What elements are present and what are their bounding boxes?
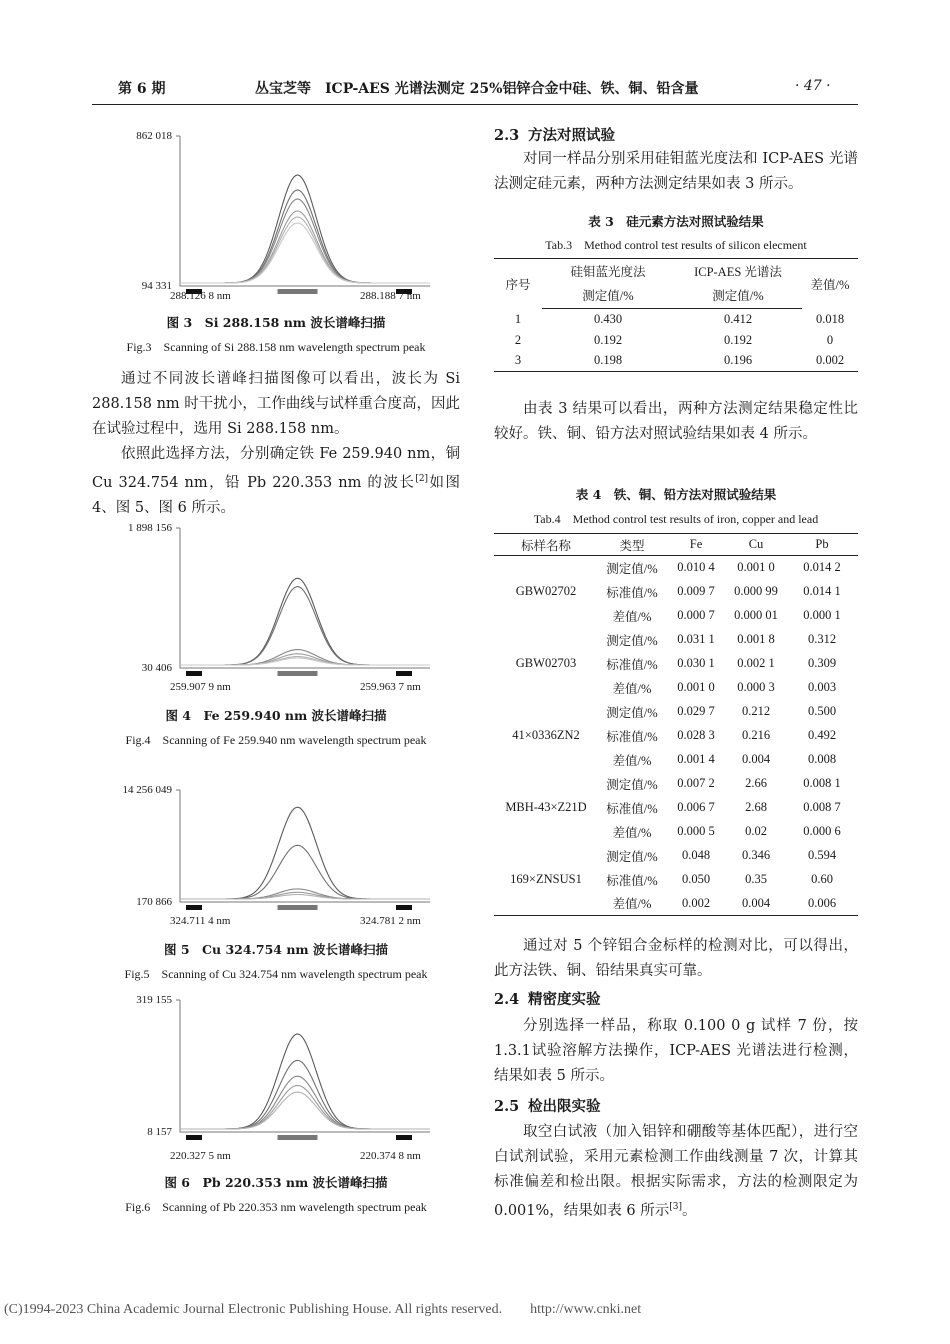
table-row bbox=[494, 309, 858, 330]
section-2-4-heading: 2.4 精密度实验 bbox=[494, 991, 601, 1008]
t3-header-icp: ICP-AES 光谱法 bbox=[694, 264, 782, 279]
peak-window-marker bbox=[278, 1135, 318, 1140]
table-cell: 0.001 8 bbox=[737, 632, 775, 646]
table-cell: 标准值/% bbox=[606, 729, 658, 744]
table-row bbox=[494, 556, 858, 580]
background-point-marker bbox=[396, 1135, 412, 1140]
background-point-marker bbox=[186, 1135, 202, 1140]
spectrum-curve bbox=[180, 1092, 430, 1129]
table-cell: 0.006 bbox=[807, 895, 837, 910]
x-axis-right-label: 324.781 2 nm bbox=[360, 915, 421, 927]
y-axis-top-label: 1 898 156 bbox=[128, 522, 172, 534]
sample-name-cell: 169×ZNSUS1 bbox=[510, 871, 582, 886]
table-header-cell: 标样名称 bbox=[494, 534, 598, 556]
table-cell: 0.009 7 bbox=[677, 584, 715, 598]
plot-axes bbox=[180, 528, 430, 668]
table-cell: 0.031 1 bbox=[677, 632, 715, 646]
table-cell: 0.594 bbox=[807, 848, 837, 862]
table-cell: 0.001 0 bbox=[677, 680, 715, 694]
spectrum-curve bbox=[180, 175, 430, 283]
table-cell: 测定值/% bbox=[606, 849, 658, 864]
spectrum-curve bbox=[180, 658, 430, 665]
table-cell: 0.028 3 bbox=[677, 728, 715, 742]
table-row bbox=[494, 330, 858, 351]
table-cell: 标准值/% bbox=[606, 873, 658, 888]
table-row bbox=[494, 628, 858, 652]
table-cell: 0.192 bbox=[723, 332, 753, 347]
table-cell: 0.309 bbox=[807, 656, 837, 670]
table-header-cell: 类型 bbox=[598, 534, 666, 556]
table-cell: 3 bbox=[514, 353, 522, 368]
table-cell: 0.006 7 bbox=[677, 800, 715, 814]
table-4 bbox=[494, 533, 858, 916]
spectrum-curve bbox=[180, 1034, 430, 1129]
y-axis-bottom-label: 8 157 bbox=[147, 1126, 172, 1138]
table-cell: 0 bbox=[826, 332, 834, 347]
t3-header-index: 序号 bbox=[505, 277, 531, 292]
table-cell: 0.198 bbox=[593, 353, 623, 368]
table-cell: 0.010 4 bbox=[677, 560, 715, 575]
section-2-4-text: 分别选择一样品，称取 0.100 0 g 试样 7 份，按 1.3.1试验溶解方法操作，ICP-AES 光谱法进行检测，结果如表 5 所示。 bbox=[494, 1018, 858, 1084]
table-cell: 0.008 1 bbox=[803, 776, 841, 790]
spectrum-curve bbox=[180, 223, 430, 283]
table-cell: 0.492 bbox=[807, 728, 837, 742]
section-2-5-heading: 2.5 检出限实验 bbox=[494, 1098, 601, 1115]
table-cell: 0.001 0 bbox=[737, 560, 775, 575]
x-axis-right-label: 259.963 7 nm bbox=[360, 681, 421, 693]
table-cell: 测定值/% bbox=[606, 561, 658, 576]
table-cell: 0.004 bbox=[741, 752, 771, 766]
y-axis-bottom-label: 94 331 bbox=[141, 280, 172, 292]
table-cell: 2.66 bbox=[745, 776, 767, 790]
table-cell: 0.002 1 bbox=[737, 656, 775, 670]
table-cell: 1 bbox=[514, 311, 522, 326]
table-cell: 0.050 bbox=[681, 872, 711, 886]
t3-header-sib: 硅钼蓝光度法 bbox=[570, 264, 646, 279]
table3-caption-en: Tab.3 Method control test results of silicon elecment bbox=[545, 238, 807, 252]
table-cell: 0.35 bbox=[745, 872, 767, 886]
spectrum-curve bbox=[180, 578, 430, 665]
figure-caption-en: Fig.4 Scanning of Fe 259.940 nm wavelength spectrum peak bbox=[125, 733, 427, 747]
after-table3-text: 由表 3 结果可以看出，两种方法测定结果稳定性比较好。铁、铜、铅方法对照试验结果如表 4 所示。 bbox=[494, 401, 858, 442]
table3-caption-cn: 表 3 硅元素方法对照试验结果 bbox=[588, 214, 764, 229]
table-cell: 0.000 1 bbox=[803, 608, 841, 622]
table-cell: 0.500 bbox=[807, 704, 837, 718]
table-cell: 0.030 1 bbox=[677, 656, 715, 670]
table-cell: 0.000 5 bbox=[677, 824, 715, 838]
sample-name-cell: 41×0336ZN2 bbox=[512, 728, 580, 742]
sample-name-cell: GBW02703 bbox=[515, 656, 577, 670]
table-cell: 0.018 bbox=[815, 311, 845, 326]
table-cell: 0.212 bbox=[741, 704, 771, 718]
peak-window-marker bbox=[278, 671, 318, 676]
y-axis-top-label: 14 256 049 bbox=[122, 784, 172, 796]
table-cell: 0.412 bbox=[723, 311, 753, 326]
spectrum-curve bbox=[180, 587, 430, 665]
spectrum-curve bbox=[180, 654, 430, 665]
y-axis-top-label: 319 155 bbox=[136, 994, 172, 1006]
figure-caption-cn: 图 5 Cu 324.754 nm 波长谱峰扫描 bbox=[164, 942, 388, 957]
table-cell: 0.000 6 bbox=[803, 824, 841, 838]
table-header-cell: Cu bbox=[726, 534, 786, 556]
table-cell: 0.002 bbox=[681, 895, 711, 910]
table-cell: 0.216 bbox=[741, 728, 771, 742]
sample-name-cell: GBW02702 bbox=[515, 584, 577, 599]
left-paragraph-2: 依照此选择方法，分别确定铁 Fe 259.940 nm，铜 Cu 324.754 nm，铅 Pb 220.353 nm 的波长[2]如图 4、图 5、图 6 所示。 bbox=[92, 446, 460, 516]
t3-header-diff: 差值/% bbox=[810, 277, 850, 292]
spectrum-curve bbox=[180, 807, 430, 899]
x-axis-right-label: 288.188 7 nm bbox=[360, 290, 421, 302]
table-cell: 0.430 bbox=[593, 311, 623, 326]
spectrum-curve bbox=[180, 190, 430, 283]
copyright-footer: (C)1994-2023 China Academic Journal Electronic Publishing House. All rights reserved. http://www.cnki.net bbox=[4, 1302, 642, 1317]
spectrum-plot bbox=[180, 528, 450, 680]
table-cell: 差值/% bbox=[612, 753, 652, 768]
spectrum-curve bbox=[180, 1086, 430, 1130]
table-cell: 0.029 7 bbox=[677, 704, 715, 718]
table-cell: 0.000 01 bbox=[734, 608, 778, 622]
x-axis-left-label: 259.907 9 nm bbox=[170, 681, 231, 693]
table-row bbox=[494, 772, 858, 796]
table-cell: 标准值/% bbox=[606, 801, 658, 816]
table-3 bbox=[494, 258, 858, 372]
table-cell: 0.008 bbox=[807, 752, 837, 766]
table-row bbox=[494, 351, 858, 372]
spectrum-curve bbox=[180, 895, 430, 900]
spectrum-plot bbox=[180, 136, 450, 298]
page-number: · 47 · bbox=[795, 78, 831, 94]
table-cell: 0.004 bbox=[741, 895, 771, 910]
sample-name-cell: MBH-43×Z21D bbox=[505, 800, 587, 814]
spectrum-curve bbox=[180, 845, 430, 899]
table-cell: 0.60 bbox=[811, 872, 833, 886]
table-cell: 标准值/% bbox=[606, 657, 658, 672]
table-header-cell: Fe bbox=[666, 534, 726, 556]
x-axis-left-label: 220.327 5 nm bbox=[170, 1150, 231, 1162]
figure-caption-cn: 图 6 Pb 220.353 nm 波长谱峰扫描 bbox=[164, 1175, 388, 1190]
background-point-marker bbox=[186, 671, 202, 676]
x-axis-right-label: 220.374 8 nm bbox=[360, 1150, 421, 1162]
table-cell: 差值/% bbox=[612, 609, 652, 624]
x-axis-left-label: 288.126 8 nm bbox=[170, 290, 231, 302]
peak-window-marker bbox=[278, 905, 318, 910]
running-title: 丛宝芝等 ICP-AES 光谱法测定 25%铝锌合金中硅、铁、铜、铅含量 bbox=[255, 81, 699, 97]
table-cell: 0.196 bbox=[723, 353, 753, 368]
spectrum-curve bbox=[180, 199, 430, 283]
plot-axes bbox=[180, 790, 430, 902]
spectrum-plot bbox=[180, 790, 450, 914]
table-row bbox=[494, 700, 858, 724]
table-cell: 0.346 bbox=[741, 848, 771, 862]
spectrum-curve bbox=[180, 657, 430, 665]
table-cell: 0.007 2 bbox=[677, 776, 715, 790]
table-cell: 测定值/% bbox=[606, 705, 658, 720]
table-cell: 0.001 4 bbox=[677, 752, 715, 766]
spectrum-curve bbox=[180, 1076, 430, 1129]
table4-caption-cn: 表 4 铁、铜、铅方法对照试验结果 bbox=[575, 487, 777, 502]
t3-header-sib-unit: 测定值/% bbox=[542, 283, 674, 309]
section-2-3-text: 对同一样品分别采用硅钼蓝光度法和 ICP-AES 光谱法测定硅元素，两种方法测定结果如表 3 所示。 bbox=[494, 151, 858, 192]
table-cell: 0.192 bbox=[593, 332, 623, 347]
table-cell: 0.02 bbox=[745, 824, 767, 838]
table-cell: 0.014 2 bbox=[803, 560, 841, 575]
table-header-cell: Pb bbox=[786, 534, 858, 556]
table-cell: 0.003 bbox=[807, 680, 837, 694]
section-2-5-text: 取空白试液（加入铝锌和硼酸等基体匹配），进行空白试剂试验，采用元素检测工作曲线测量 7 次，计算其标准偏差和检出限。根据实际需求，方法的检测限定为 0.001%，结果如表 6 所示[3]。 bbox=[494, 1124, 858, 1219]
table-cell: 差值/% bbox=[612, 825, 652, 840]
table-cell: 0.008 7 bbox=[803, 800, 841, 814]
figure-caption-cn: 图 3 Si 288.158 nm 波长谱峰扫描 bbox=[166, 315, 386, 330]
table-cell: 测定值/% bbox=[606, 777, 658, 792]
background-point-marker bbox=[396, 671, 412, 676]
header-rule bbox=[92, 104, 858, 105]
table-cell: 差值/% bbox=[612, 681, 652, 696]
y-axis-top-label: 862 018 bbox=[136, 130, 172, 142]
figure-caption-en: Fig.6 Scanning of Pb 220.353 nm wavelength spectrum peak bbox=[125, 1200, 427, 1214]
background-point-marker bbox=[186, 905, 202, 910]
left-paragraph-1: 通过不同波长谱峰扫描图像可以看出，波长为 Si 288.158 nm 时干扰小，工作曲线与试样重合度高，因此在试验过程中，选用 Si 288.158 nm。 bbox=[92, 371, 460, 437]
table-cell: 0.014 1 bbox=[803, 584, 841, 598]
table-cell: 2 bbox=[514, 332, 522, 347]
figure-caption-en: Fig.5 Scanning of Cu 324.754 nm wavelength spectrum peak bbox=[124, 967, 428, 981]
issue-number: 第 6 期 bbox=[118, 81, 166, 97]
table-cell: 标准值/% bbox=[606, 585, 658, 600]
table-cell: 0.000 99 bbox=[734, 584, 778, 598]
peak-window-marker bbox=[278, 289, 318, 294]
background-point-marker bbox=[396, 905, 412, 910]
table-cell: 0.312 bbox=[807, 632, 837, 646]
y-axis-bottom-label: 30 406 bbox=[141, 662, 172, 674]
plot-axes bbox=[180, 136, 430, 286]
table-row bbox=[494, 844, 858, 868]
table-cell: 差值/% bbox=[612, 897, 652, 912]
figure-caption-en: Fig.3 Scanning of Si 288.158 nm wavelength spectrum peak bbox=[126, 340, 426, 354]
after-table4-text: 通过对 5 个锌铝合金标样的检测对比，可以得出，此方法铁、铜、铅结果真实可靠。 bbox=[494, 938, 858, 979]
t3-header-icp-unit: 测定值/% bbox=[674, 283, 802, 309]
x-axis-left-label: 324.711 4 nm bbox=[170, 915, 231, 927]
table-cell: 0.000 7 bbox=[677, 608, 715, 622]
table-cell: 0.002 bbox=[815, 353, 845, 368]
y-axis-bottom-label: 170 866 bbox=[136, 896, 172, 908]
section-2-3-heading: 2.3 方法对照试验 bbox=[494, 127, 615, 144]
table-cell: 0.000 3 bbox=[737, 680, 775, 694]
table-cell: 0.048 bbox=[681, 848, 711, 862]
spectrum-curve bbox=[180, 889, 430, 899]
table-cell: 测定值/% bbox=[606, 633, 658, 648]
figure-caption-cn: 图 4 Fe 259.940 nm 波长谱峰扫描 bbox=[165, 708, 387, 723]
table-cell: 2.68 bbox=[745, 800, 767, 814]
spectrum-plot bbox=[180, 1000, 450, 1144]
table4-caption-en: Tab.4 Method control test results of iron, copper and lead bbox=[533, 512, 819, 526]
spectrum-curve bbox=[180, 892, 430, 899]
